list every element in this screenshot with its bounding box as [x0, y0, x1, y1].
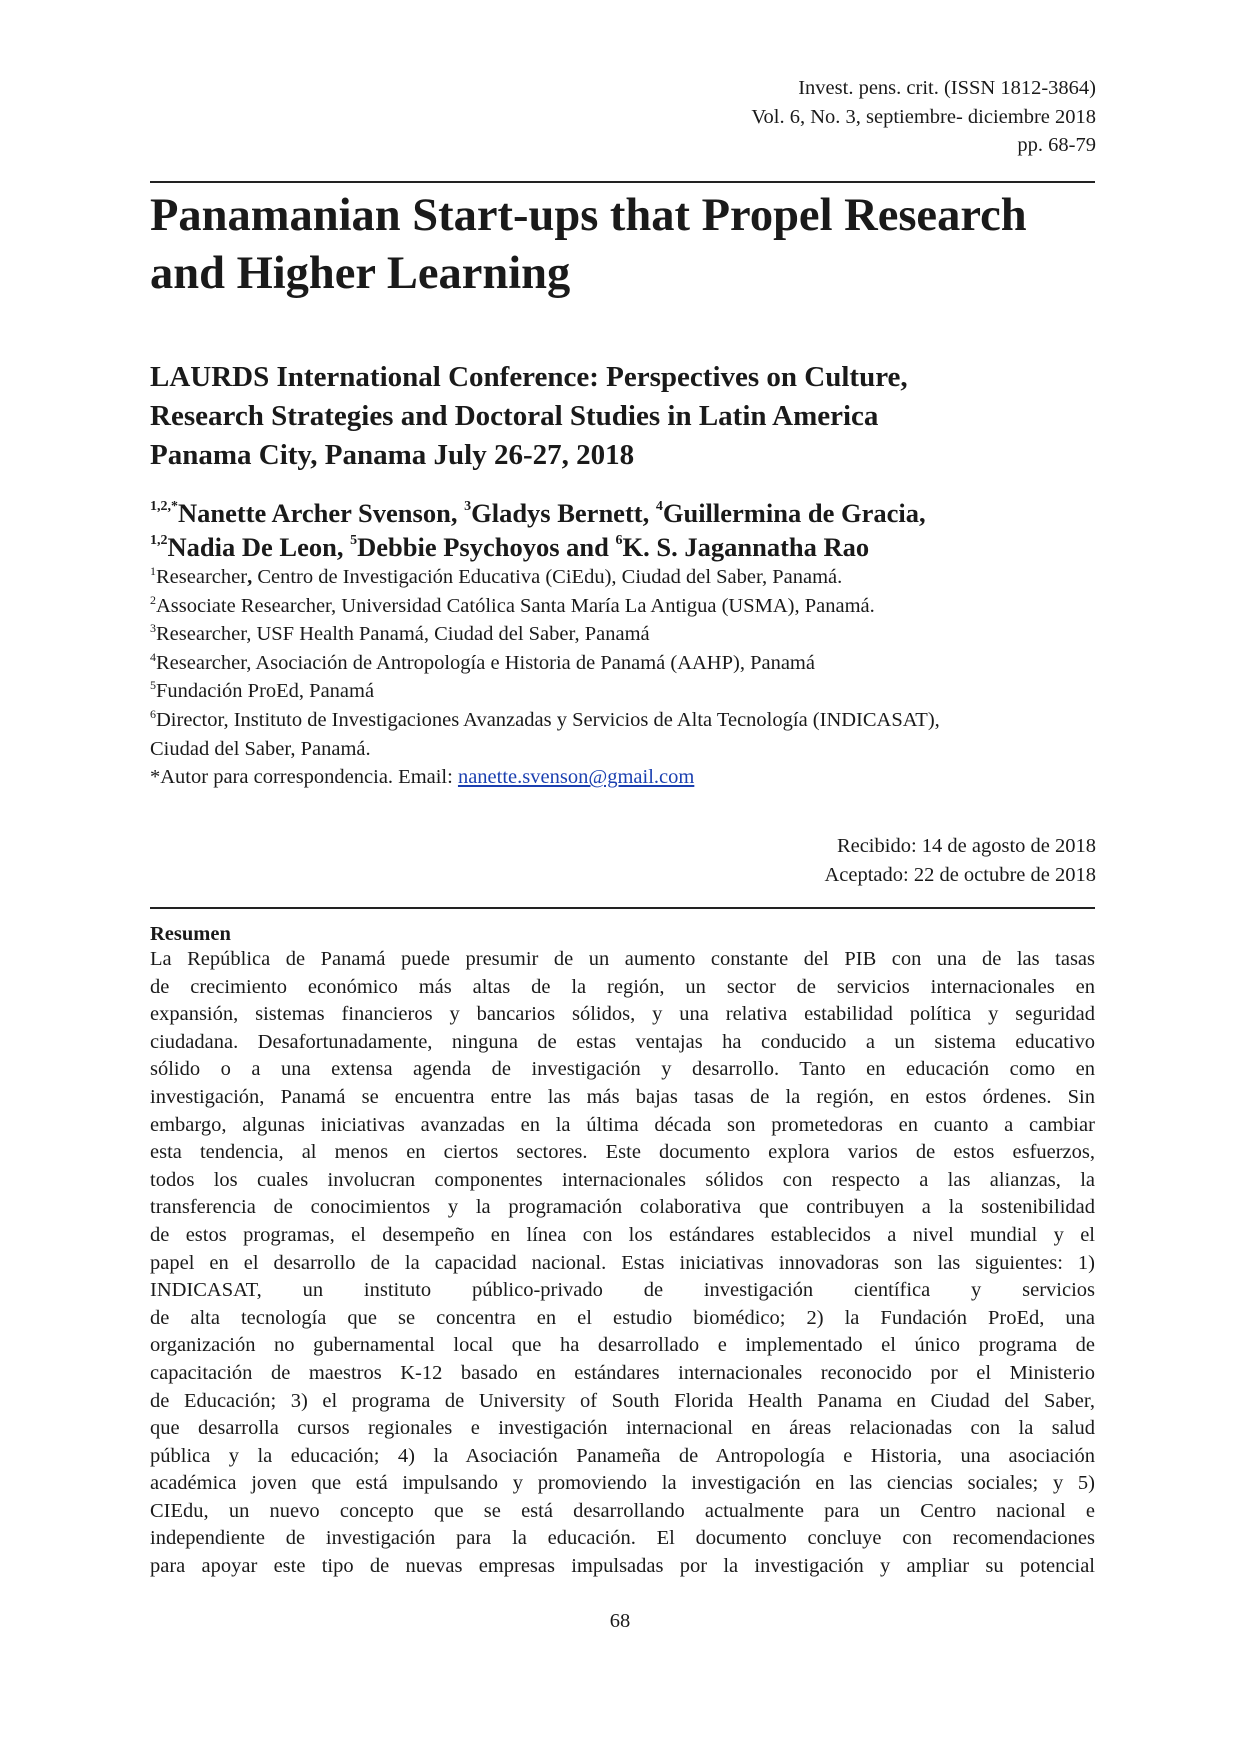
abstract-line: independiente de investigación para la educación. El documento concluye con recomendaciones — [150, 1527, 1095, 1550]
affiliation-marker: 6 — [150, 706, 156, 721]
affiliations — [150, 563, 1110, 792]
affiliation-text: Researcher, Asociación de Antropología e Historia de Panamá (AAHP), Panamá — [156, 651, 815, 674]
affiliation-item — [150, 649, 1110, 678]
abstract-line: todos los cuales involucran componentes internacionales sólidos con respecto a las alianzas, la — [150, 1168, 1095, 1191]
email-link[interactable]: nanette.svenson@gmail.com — [457, 766, 695, 789]
page-number: 68 — [609, 1610, 631, 1632]
journal-citation — [751, 74, 1096, 160]
abstract-line: de estos programas, el desempeño en línea con los estándares establecidos a nivel mundial y el — [150, 1223, 1095, 1246]
author-name: Nanette Archer Svenson, — [178, 498, 465, 528]
abstract-divider — [150, 907, 1095, 909]
author-name: K. S. Jagannatha Rao — [622, 532, 870, 562]
conference-line: Panama City, Panama July 26-27, 2018 — [150, 439, 635, 471]
correspondence-line — [150, 763, 1110, 792]
abstract-line: para apoyar este tipo de nuevas empresas impulsadas por la investigación y ampliar su potencial — [150, 1555, 1095, 1578]
author-name: Debbie Psychoyos and — [357, 532, 616, 562]
abstract-line: INDICASAT, un instituto público-privado de investigación científica y servicios — [150, 1279, 1095, 1302]
paper-title-line: Panamanian Start-ups that Propel Research — [150, 190, 1027, 241]
author-affiliation-marker: 1,2 — [150, 533, 168, 548]
abstract-line: esta tendencia, al menos en ciertos sectores. Este documento explora varios de estos esfuerzos, — [150, 1141, 1095, 1164]
affiliation-item — [150, 563, 1110, 592]
abstract-line: que desarrolla cursos regionales e investigación internacional en áreas relacionadas con la salud — [150, 1417, 1095, 1440]
abstract-line: de Educación; 3) el programa de University of South Florida Health Panama en Ciudad del Saber, — [150, 1389, 1095, 1412]
abstract-line: pública y la educación; 4) la Asociación Panameña de Antropología e Historia, una asociación — [150, 1444, 1095, 1467]
author-list — [150, 496, 1110, 564]
abstract-heading: Resumen — [150, 923, 231, 945]
affiliation-role-suffix: , — [247, 566, 253, 588]
abstract-line: organización no gubernamental local que ha desarrollado e implementado el único programa de — [150, 1334, 1095, 1357]
affiliation-marker: 2 — [150, 592, 156, 607]
abstract-line: investigación, Panamá se encuentra entre las más bajas tasas de la región, en estos órdenes. Sin — [150, 1085, 1095, 1108]
journal-pages-line: pp. 68-79 — [1017, 134, 1096, 156]
abstract-line: expansión, sistemas financieros y bancarios sólidos, y una relativa estabilidad política y seguridad — [150, 1003, 1095, 1026]
author-affiliation-marker: 5 — [350, 533, 358, 548]
received-date: Recibido: 14 de agosto de 2018 — [836, 835, 1096, 857]
abstract-line: transferencia de conocimientos y la programación colaborativa que contribuyen a la sostenibilidad — [150, 1196, 1095, 1219]
affiliation-text: Centro de Investigación Educativa (CiEdu), Ciudad del Saber, Panamá. — [252, 566, 843, 588]
conference-line: LAURDS International Conference: Perspectives on Culture, — [150, 361, 908, 393]
affiliation-text-continued: Ciudad del Saber, Panamá. — [150, 737, 371, 760]
author-name: Gladys Bernett, — [471, 498, 656, 528]
affiliation-marker: 4 — [150, 649, 156, 664]
abstract-line: sólido o a una extensa agenda de investigación y desarrollo. Tanto en educación como en — [150, 1058, 1095, 1081]
affiliation-item — [150, 677, 1110, 706]
abstract-line: La República de Panamá puede presumir de un aumento constante del PIB con una de las tasas — [150, 948, 1095, 970]
paper-title-line: and Higher Learning — [150, 248, 571, 299]
conference-line: Research Strategies and Doctoral Studies in Latin America — [150, 400, 879, 432]
author-line — [150, 530, 1110, 564]
abstract-line: capacitación de maestros K-12 basado en estándares internacionales reconocido por el Ministerio — [150, 1361, 1095, 1384]
author-name: Guillermina de Gracia, — [662, 498, 926, 528]
affiliation-text: Director, Instituto de Investigaciones Avanzadas y Servicios de Alta Tecnología (INDICASAT), — [156, 708, 940, 731]
abstract-line: académica joven que está impulsando y promoviendo la investigación en las ciencias sociales; y 5) — [150, 1472, 1095, 1495]
accepted-date: Aceptado: 22 de octubre de 2018 — [824, 864, 1096, 886]
journal-name-line: Invest. pens. crit. (ISSN 1812-3864) — [798, 77, 1096, 99]
abstract-line: de crecimiento económico más altas de la región, un sector de servicios internacionales en — [150, 975, 1095, 998]
paper-title — [150, 187, 1110, 303]
affiliation-item — [150, 592, 1110, 621]
abstract-line: de alta tecnología que se concentra en el estudio biomédico; 2) la Fundación ProEd, una — [150, 1306, 1095, 1329]
affiliation-marker: 3 — [150, 621, 156, 636]
affiliation-item — [150, 706, 1110, 763]
abstract-line: embargo, algunas iniciativas avanzadas en la última década son prometedoras en cuanto a cambiar — [150, 1113, 1095, 1136]
author-affiliation-marker: 1,2,* — [150, 499, 178, 514]
affiliation-text: Researcher, USF Health Panamá, Ciudad del Saber, Panamá — [156, 623, 650, 646]
author-name: Nadia De Leon, — [167, 532, 351, 562]
conference-subtitle — [150, 358, 1110, 475]
journal-volume-line: Vol. 6, No. 3, septiembre- diciembre 2018 — [751, 105, 1096, 128]
abstract-line: papel en el desarrollo de la capacidad nacional. Estas iniciativas innovadoras son las siguientes: 1) — [150, 1251, 1095, 1274]
abstract-line: CIEdu, un nuevo concepto que se está desarrollando actualmente para un Centro nacional e — [150, 1499, 1095, 1522]
abstract-line: ciudadana. Desafortunadamente, ninguna de estas ventajas ha conducido a un sistema educativo — [150, 1030, 1095, 1053]
affiliation-marker: 5 — [150, 678, 156, 693]
author-affiliation-marker: 3 — [464, 499, 472, 514]
submission-dates — [824, 832, 1096, 890]
affiliation-role: Researcher — [156, 566, 248, 588]
author-affiliation-marker: 6 — [615, 533, 623, 548]
top-divider — [150, 181, 1095, 183]
author-affiliation-marker: 4 — [655, 499, 663, 514]
affiliation-marker: 1 — [150, 564, 156, 578]
affiliation-text: Associate Researcher, Universidad Católica Santa María La Antigua (USMA), Panamá. — [156, 594, 875, 617]
abstract-body — [150, 946, 1095, 1581]
affiliation-text: Fundación ProEd, Panamá — [156, 680, 375, 703]
author-line — [150, 496, 1110, 530]
correspondence-label: *Autor para correspondencia. Email: — [150, 766, 458, 789]
affiliation-item — [150, 620, 1110, 649]
